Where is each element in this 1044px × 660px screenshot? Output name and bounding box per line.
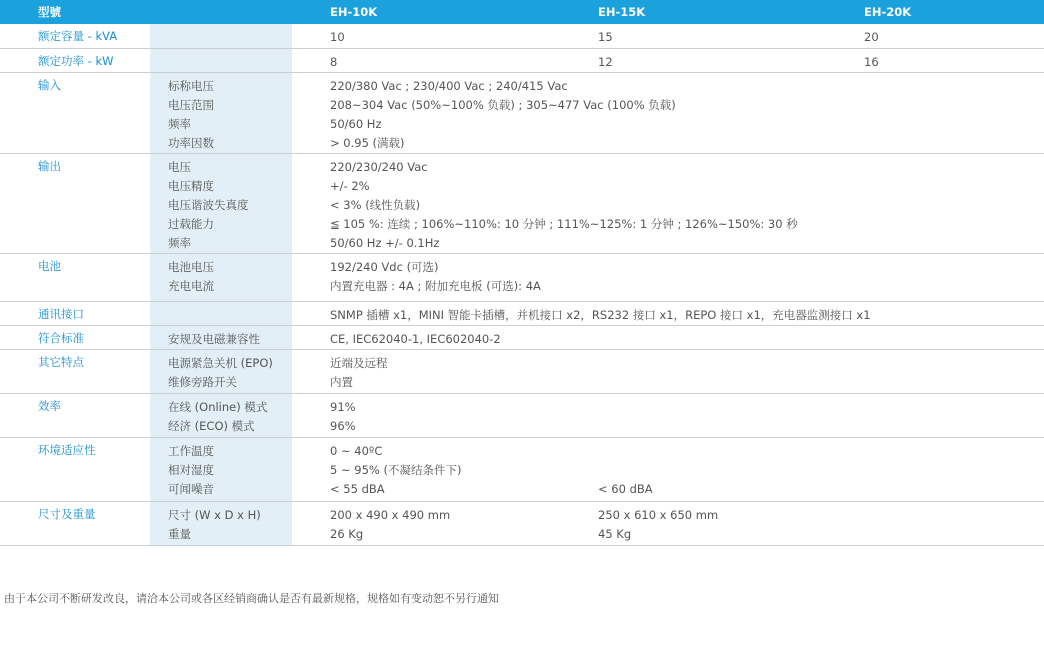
- value-cell: [560, 153, 826, 253]
- value-cell: [560, 325, 826, 349]
- value-cell: [826, 437, 1044, 501]
- value-cell: [560, 253, 826, 301]
- value-cell: [560, 349, 826, 393]
- spec-value: 近端及远程: [330, 355, 388, 370]
- spec-value: 10: [330, 30, 345, 44]
- sub-label: 功率因数: [168, 135, 214, 150]
- category-cell: [0, 24, 150, 48]
- value-cell: [292, 437, 560, 501]
- category-label: 额定容量 - kVA: [38, 29, 118, 43]
- spec-value: 45 Kg: [598, 526, 632, 541]
- header-label: 型號: [0, 0, 150, 24]
- spec-value: 200 x 490 x 490 mm: [330, 507, 451, 522]
- sub-label: 工作温度: [168, 443, 214, 458]
- value-cell: [826, 153, 1044, 253]
- sub-label-cell: [150, 325, 292, 349]
- sub-label-cell: [150, 24, 292, 48]
- spec-value: 内置: [330, 374, 353, 389]
- value-cell: [826, 72, 1044, 153]
- sub-label: 电压精度: [168, 178, 214, 193]
- spec-row: [0, 24, 1044, 48]
- spec-value: < 3% (线性负载): [330, 197, 421, 212]
- spec-row: [0, 501, 1044, 545]
- category-label: 符合标准: [38, 330, 84, 345]
- sub-label-cell: [150, 437, 292, 501]
- header-row: [0, 0, 1044, 24]
- value-cell: [560, 24, 826, 48]
- category-label: 输入: [38, 77, 61, 92]
- category-label: 其它特点: [38, 354, 84, 369]
- spec-value: [598, 461, 826, 480]
- value-cell: [560, 437, 826, 501]
- model-header: EH-15K: [560, 0, 826, 24]
- sub-label-cell: [150, 153, 292, 253]
- value-cell: [292, 48, 560, 72]
- sub-label: 电源紧急关机 (EPO): [168, 355, 273, 370]
- value-cell: [292, 253, 560, 301]
- sub-label: 在线 (Online) 模式: [168, 399, 268, 414]
- value-cell: [826, 349, 1044, 393]
- spec-value: SNMP 插槽 x1，MINI 智能卡插槽，并机接口 x2，RS232 接口 x1，REPO 接口 x1，充电器监测接口 x1: [330, 307, 871, 322]
- category-cell: [0, 253, 150, 301]
- sub-label-cell: [150, 501, 292, 545]
- spec-value: 26 Kg: [330, 526, 364, 541]
- sub-label: [168, 306, 292, 325]
- category-label: 尺寸及重量: [38, 506, 96, 521]
- category-label: 输出: [38, 158, 61, 173]
- value-cell: [826, 393, 1044, 437]
- value-cell: [292, 349, 560, 393]
- sub-label-cell: [150, 393, 292, 437]
- value-cell: [826, 253, 1044, 301]
- model-header: EH-10K: [292, 0, 560, 24]
- value-cell: [826, 501, 1044, 545]
- category-cell: [0, 349, 150, 393]
- spec-value: < 55 dBA: [330, 481, 385, 496]
- sub-label-cell: [150, 253, 292, 301]
- sub-label: [168, 53, 292, 72]
- spec-body: [0, 24, 1044, 545]
- value-cell: [292, 24, 560, 48]
- sub-label-cell: [150, 301, 292, 325]
- spec-row: [0, 349, 1044, 393]
- spec-value: < 60 dBA: [598, 481, 653, 496]
- spec-row: [0, 48, 1044, 72]
- sub-label-cell: [150, 349, 292, 393]
- spec-value: 96%: [330, 418, 356, 433]
- value-cell: [292, 393, 560, 437]
- sub-label: 充电电流: [168, 278, 214, 293]
- category-cell: [0, 72, 150, 153]
- category-cell: [0, 501, 150, 545]
- sub-label: 标称电压: [168, 78, 214, 93]
- category-label: 环境适应性: [38, 442, 96, 457]
- value-cell: [292, 501, 560, 545]
- category-label: 通讯接口: [38, 306, 84, 321]
- spec-value: 0 ~ 40ºC: [330, 443, 383, 458]
- spec-value: CE, IEC62040-1, IEC602040-2: [330, 331, 501, 346]
- sub-label: 频率: [168, 116, 191, 131]
- sub-label: 电池电压: [168, 259, 214, 274]
- spec-value: 15: [598, 30, 613, 44]
- value-cell: [560, 48, 826, 72]
- spec-value: 250 x 610 x 650 mm: [598, 507, 719, 522]
- sub-label: 相对湿度: [168, 462, 214, 477]
- value-cell: [560, 393, 826, 437]
- sub-label: 尺寸 (W x D x H): [168, 507, 261, 522]
- value-cell: [292, 325, 560, 349]
- spec-value: 12: [598, 54, 613, 69]
- spec-value: 内置充电器 : 4A ; 附加充电板 (可选): 4A: [330, 278, 541, 293]
- spec-value: 5 ~ 95% (不凝结条件下): [330, 462, 462, 477]
- spec-value: 50/60 Hz +/- 0.1Hz: [330, 235, 440, 250]
- spec-value: 220/380 Vac ; 230/400 Vac ; 240/415 Vac: [330, 78, 568, 93]
- sub-label: 过载能力: [168, 216, 214, 231]
- value-cell: [292, 72, 676, 153]
- sub-label: 维修旁路开关: [168, 374, 237, 389]
- sub-label: 频率: [168, 235, 191, 250]
- category-cell: [0, 393, 150, 437]
- sub-label: [168, 28, 292, 47]
- value-cell: [560, 501, 826, 545]
- category-cell: [0, 153, 150, 253]
- spec-value: 192/240 Vdc (可选): [330, 259, 439, 274]
- spec-row: [0, 437, 1044, 501]
- value-cell: [292, 153, 798, 253]
- spec-row: [0, 153, 1044, 253]
- category-label: 效率: [38, 398, 61, 413]
- footnote: 由于本公司不断研发改良，请洽本公司或各区经销商确认是否有最新规格，规格如有变动恕不另行通知: [4, 592, 499, 605]
- category-label: 电池: [38, 258, 61, 273]
- spec-value: 8: [330, 54, 338, 69]
- spec-value: +/- 2%: [330, 178, 370, 193]
- sub-label: 电压范围: [168, 97, 214, 112]
- sub-label-cell: [150, 48, 292, 72]
- value-cell: [826, 48, 1044, 72]
- spec-value: 91%: [330, 399, 356, 414]
- value-cell: [826, 24, 1044, 48]
- category-cell: [0, 301, 150, 325]
- header-sub-blank: [150, 0, 292, 24]
- sub-label: 电压: [168, 159, 191, 174]
- spec-row: [0, 301, 1044, 325]
- spec-value: 208~304 Vac (50%~100% 负载) ; 305~477 Vac (100% 负载): [330, 97, 676, 112]
- spec-value: 220/230/240 Vac: [330, 159, 428, 174]
- value-cell: [292, 301, 871, 325]
- spec-row: [0, 253, 1044, 301]
- value-cell: [826, 325, 1044, 349]
- category-cell: [0, 48, 150, 72]
- category-cell: [0, 437, 150, 501]
- sub-label: 安规及电磁兼容性: [168, 331, 260, 346]
- spec-value: 50/60 Hz: [330, 116, 382, 131]
- category-cell: [0, 325, 150, 349]
- sub-label: 经济 (ECO) 模式: [168, 418, 255, 433]
- category-label: 额定功率 - kW: [38, 53, 114, 68]
- spec-value: ≦ 105 %: 连续 ; 106%~110%: 10 分钟 ; 111%~125%: 1 分钟 ; 126%~150%: 30 秒: [330, 216, 798, 231]
- sub-label: 可闻噪音: [168, 481, 214, 496]
- spec-value: 20: [864, 30, 879, 44]
- spec-row: [0, 393, 1044, 437]
- spec-value: 16: [864, 54, 879, 69]
- spec-row: [0, 72, 1044, 153]
- sub-label: 电压谐波失真度: [168, 197, 249, 212]
- spec-value: > 0.95 (满载): [330, 135, 405, 150]
- value-cell: [560, 72, 826, 153]
- sub-label: 重量: [168, 526, 191, 541]
- model-header: EH-20K: [826, 0, 1044, 24]
- spec-value: [598, 442, 826, 461]
- sub-label-cell: [150, 72, 292, 153]
- spec-row: [0, 325, 1044, 349]
